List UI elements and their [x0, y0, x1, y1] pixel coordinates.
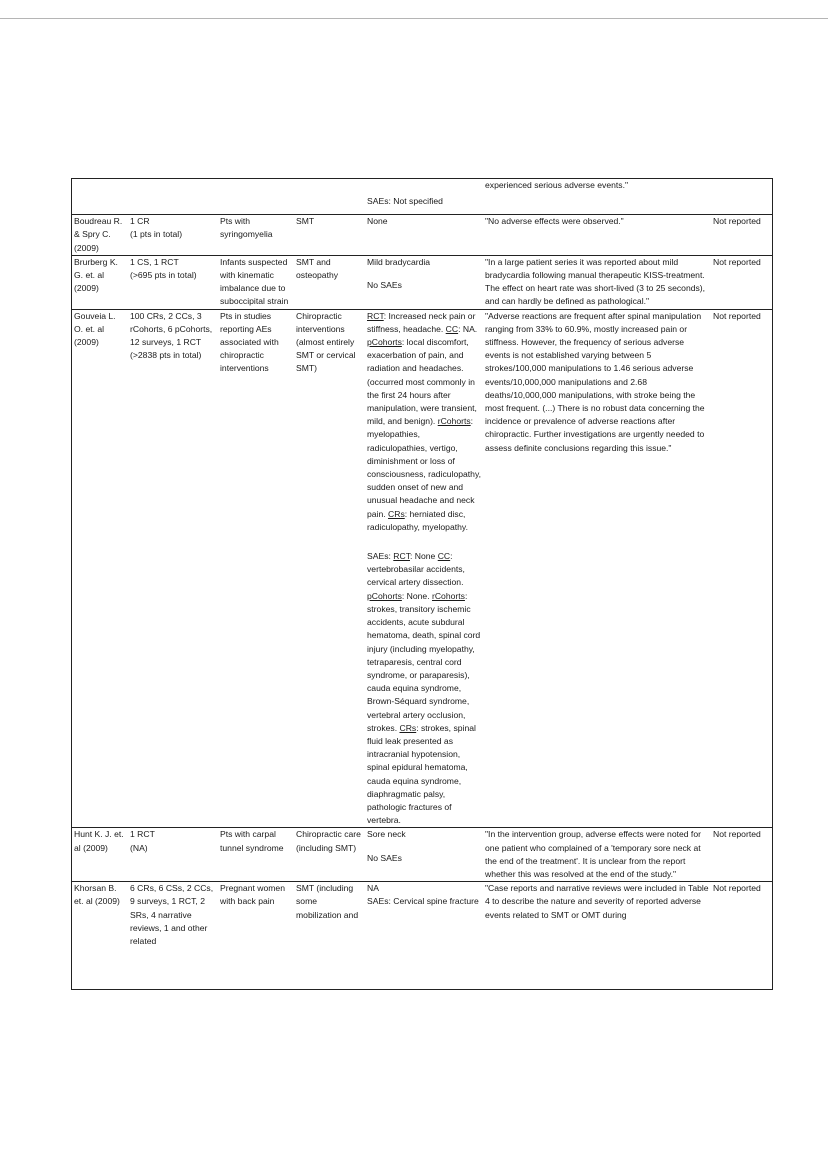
adverse-events-table	[71, 178, 773, 990]
design-label: 1 CS, 1 RCT	[130, 256, 179, 267]
table-row	[72, 255, 772, 309]
population-label: Infants suspected with kinematic imbalance due to suboccipital strain	[220, 256, 289, 307]
ae-label: pCohorts	[367, 337, 402, 348]
adverse-events-text	[367, 310, 481, 534]
evidence-table	[72, 179, 772, 948]
incidence-label: Not reported	[713, 829, 761, 840]
intervention-cell	[294, 179, 365, 215]
sae-text: No SAEs	[367, 280, 402, 291]
incidence-label: Not reported	[713, 883, 761, 894]
population-label: Pts with syringomyelia	[220, 216, 273, 240]
study-label: Gouveia L. O. et. al (2009)	[74, 310, 116, 348]
quote-text: experienced serious adverse events."	[485, 180, 629, 190]
incidence-label: Not reported	[713, 256, 761, 267]
table-row	[72, 828, 772, 882]
adverse-events-text: None	[367, 216, 388, 227]
population-label: Pts in studies reporting AEs associated with chiropractic interventions	[220, 310, 279, 374]
sae-text: SAEs: Not specified	[367, 196, 443, 206]
ae-label: CRs	[388, 508, 405, 519]
study-label: Hunt K. J. et. al (2009)	[74, 829, 124, 853]
intervention-label: SMT	[296, 216, 315, 227]
quote-text: "Adverse reactions are frequent after spinal manipulation ranging from 33% to 60.9%, mostly increased pain or stiffness. However, the frequency of serious adverse events is not established varying between 5 strokes/100,000 manipulations to 1.46 serious adverse events/10,000,000 manipulations and 2.68 deaths/10,000,000 manipulations, with stroke being the most frequent. (...) There is no robust data concerning the incidence or prevalence of adverse reactions after chiropractic. Further investigations are urgently needed to assess definite conclusions regarding this issue."	[485, 310, 705, 453]
population-label: Pregnant women with back pain	[220, 883, 285, 907]
incidence-label: Not reported	[713, 310, 761, 321]
design-label: 1 CR	[130, 216, 150, 227]
ae-label: RCT	[367, 310, 384, 321]
population-label: Pts with carpal tunnel syndrome	[220, 829, 284, 853]
quote-text: "Case reports and narrative reviews were included in Table 4 to describe the nature and severity of reported adverse events related to SMT or OMT during	[485, 883, 709, 920]
quote-cell	[483, 179, 711, 215]
incidence-label: Not reported	[713, 216, 761, 227]
ae-detail: : Increased neck pain or stiffness, headache.	[367, 310, 476, 334]
sae-detail: : None	[410, 551, 438, 562]
ae-detail: : local discomfort, exacerbation of pain, and radiation and headaches. (occurred most commonly in the first 24 hours after manipulation, were transient, mild, and benign).	[367, 337, 477, 427]
ae-label: CC	[445, 323, 459, 334]
table-row	[72, 309, 772, 828]
table-row	[72, 882, 772, 949]
sae-detail: : strokes, spinal fluid leak presented as intracranial hypotension, spinal epidural hematoma, cauda equina syndrome, diaphragmatic palsy, pathologic fractures of vertebra.	[367, 722, 476, 826]
design-detail: (>2838 pts in total)	[130, 350, 202, 361]
page-top-rule	[0, 18, 828, 19]
study-label: Brurberg K. G. et. al (2009)	[74, 256, 118, 294]
ae-detail: : NA.	[458, 323, 478, 334]
sae-text: No SAEs	[367, 852, 402, 863]
incidence-cell	[711, 179, 772, 215]
sae-detail: : strokes, transitory ischemic accidents, acute subdural hematoma, death, spinal cord injury (including myelopathy, tetraparesis, central cord syndrome, or paraparesis), cauda equina syndrome, Brown-Séquard syndrome, vertebral artery occlusion, strokes.	[367, 590, 481, 733]
ae-label: rCohorts	[437, 416, 471, 427]
design-label: 6 CRs, 6 CSs, 2 CCs, 9 surveys, 1 RCT, 2 SRs, 4 narrative reviews, 1 and other related	[130, 883, 214, 946]
design-detail: (1 pts in total)	[130, 229, 183, 240]
sae-text: SAEs: Cervical spine fracture	[367, 896, 479, 907]
quote-text: "No adverse effects were observed."	[485, 216, 624, 227]
intervention-label: Chiropractic care (including SMT)	[296, 829, 361, 853]
design-cell	[128, 179, 218, 215]
study-label: Boudreau R. & Spry C. (2009)	[74, 216, 123, 253]
design-label: 100 CRs, 2 CCs, 3 rCohorts, 6 pCohorts, 12 surveys, 1 RCT	[130, 310, 213, 348]
sae-label: RCT	[393, 551, 410, 562]
sae-detail: : None.	[401, 590, 432, 601]
study-cell	[72, 179, 128, 215]
quote-text: "In the intervention group, adverse effects were noted for one patient who complained of a 'temporary sore neck at the end of the treatment'. It is unclear from the report whether this was resolved at the end of the study."	[485, 829, 701, 879]
intervention-label: Chiropractic interventions (almost entirely SMT or cervical SMT)	[296, 310, 356, 374]
study-label: Khorsan B. et. al (2009)	[74, 883, 120, 907]
intervention-label: SMT (including some mobilization and	[296, 883, 359, 920]
adverse-events-text: Mild bradycardia	[367, 256, 431, 267]
table-row-continued	[72, 179, 772, 215]
adverse-events-text: Sore neck	[367, 829, 406, 840]
sae-prefix: SAEs:	[367, 551, 394, 562]
adverse-events-cell	[365, 179, 483, 215]
sae-detail: : vertebrobasilar accidents, cervical artery dissection.	[367, 551, 465, 588]
sae-text	[367, 550, 481, 827]
design-detail: (NA)	[130, 842, 148, 853]
population-cell	[218, 179, 294, 215]
table-row	[72, 215, 772, 256]
sae-label: rCohorts	[431, 590, 465, 601]
ae-detail: : herniated disc, radiculopathy, myelopathy.	[367, 508, 468, 532]
adverse-events-text: NA	[367, 883, 379, 894]
intervention-label: SMT and osteopathy	[296, 256, 339, 281]
ae-detail: : myelopathies, radiculopathies, vertigo, diminishment or loss of consciousness, radiculopathy, sudden onset of new and unusual headache and neck pain.	[367, 416, 482, 519]
design-label: 1 RCT	[130, 829, 155, 840]
sae-label: CRs	[399, 722, 417, 733]
quote-text: "In a large patient series it was reported about mild bradycardia following manual therapeutic KISS-treatment. The effect on heart rate was short-lived (3 to 25 seconds), and can hardly be defined as pathological."	[485, 256, 706, 307]
sae-label: CC	[437, 551, 451, 562]
sae-label: pCohorts	[367, 590, 402, 601]
design-detail: (>695 pts in total)	[130, 270, 197, 281]
